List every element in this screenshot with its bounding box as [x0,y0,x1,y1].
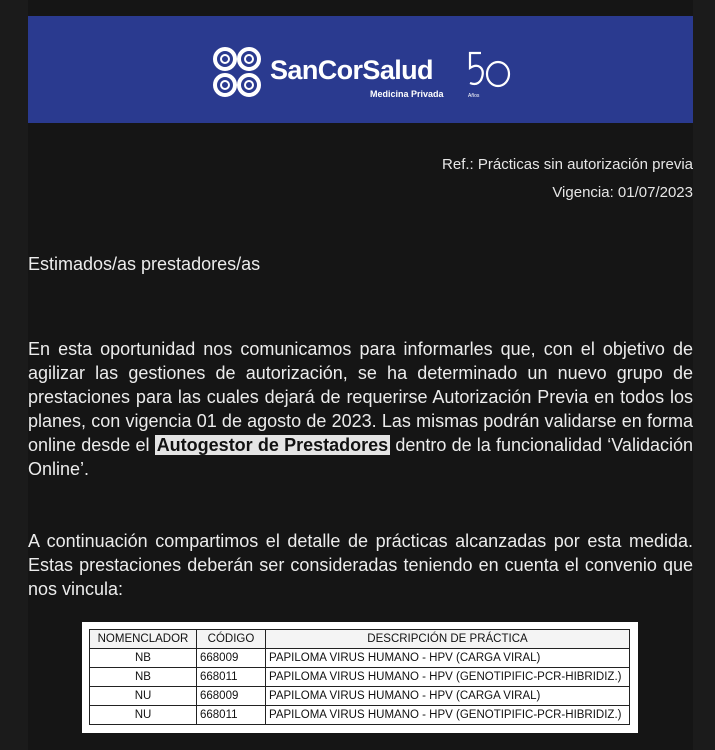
paragraph-intro-tail: dentro de la funcionalidad ‘Validación Online’. [28,435,693,479]
anniversary-50-icon [467,50,513,92]
cell-nomenclador: NU [90,706,197,725]
header-banner [28,16,693,123]
table-row [90,668,630,687]
vigencia-line: Vigencia: 01/07/2023 [552,184,693,201]
cell-codigo: 668009 [197,649,266,668]
cell-codigo: 668011 [197,668,266,687]
practices-table [89,629,630,725]
cell-descripcion: PAPILOMA VIRUS HUMANO - HPV (CARGA VIRAL) [266,649,630,668]
header-codigo: CÓDIGO [197,630,266,649]
table-header-row [90,630,630,649]
paragraph-intro-text: En esta oportunidad nos comunicamos para informarles que, con el objetivo de agilizar las gestiones de autorización, se ha determinado un nuevo grupo de prestaciones para las cuales dejará de requerirse Autorización Previa en todos los planes, con vigencia 01 de agosto de 2023. Las mismas podrán validarse en forma online desde el [28,339,693,455]
cell-descripcion: PAPILOMA VIRUS HUMANO - HPV (CARGA VIRAL) [266,687,630,706]
header-nomenclador: NOMENCLADOR [90,630,197,649]
anniversary-subtitle: Años [468,93,480,99]
cell-codigo: 668011 [197,706,266,725]
paragraph-detail: A continuación compartimos el detalle de prácticas alcanzadas por esta medida. Estas prestaciones deberán ser consideradas teniendo en cuenta el convenio que nos vincula: [28,531,693,599]
header-descripcion: DESCRIPCIÓN DE PRÁCTICA [266,630,630,649]
cell-descripcion: PAPILOMA VIRUS HUMANO - HPV (GENOTIPIFIC-PCR-HIBRIDIZ.) [266,668,630,687]
paragraph-intro [28,337,693,481]
table-row [90,687,630,706]
reference-line: Ref.: Prácticas sin autorización previa [442,156,693,173]
cell-descripcion: PAPILOMA VIRUS HUMANO - HPV (GENOTIPIFIC-PCR-HIBRIDIZ.) [266,706,630,725]
autogestor-link[interactable]: Autogestor de Prestadores [156,435,389,455]
greeting: Estimados/as prestadores/as [28,254,261,274]
table-row [90,706,630,725]
sancorsalud-logo [210,42,510,102]
table-row [90,649,630,668]
brand-name: SanCorSalud [270,55,433,85]
logo-rings-icon [210,45,266,101]
practices-table-image [82,622,638,733]
cell-nomenclador: NB [90,649,197,668]
brand-subtitle: Medicina Privada [370,89,444,99]
cell-nomenclador: NB [90,668,197,687]
cell-nomenclador: NU [90,687,197,706]
cell-codigo: 668009 [197,687,266,706]
